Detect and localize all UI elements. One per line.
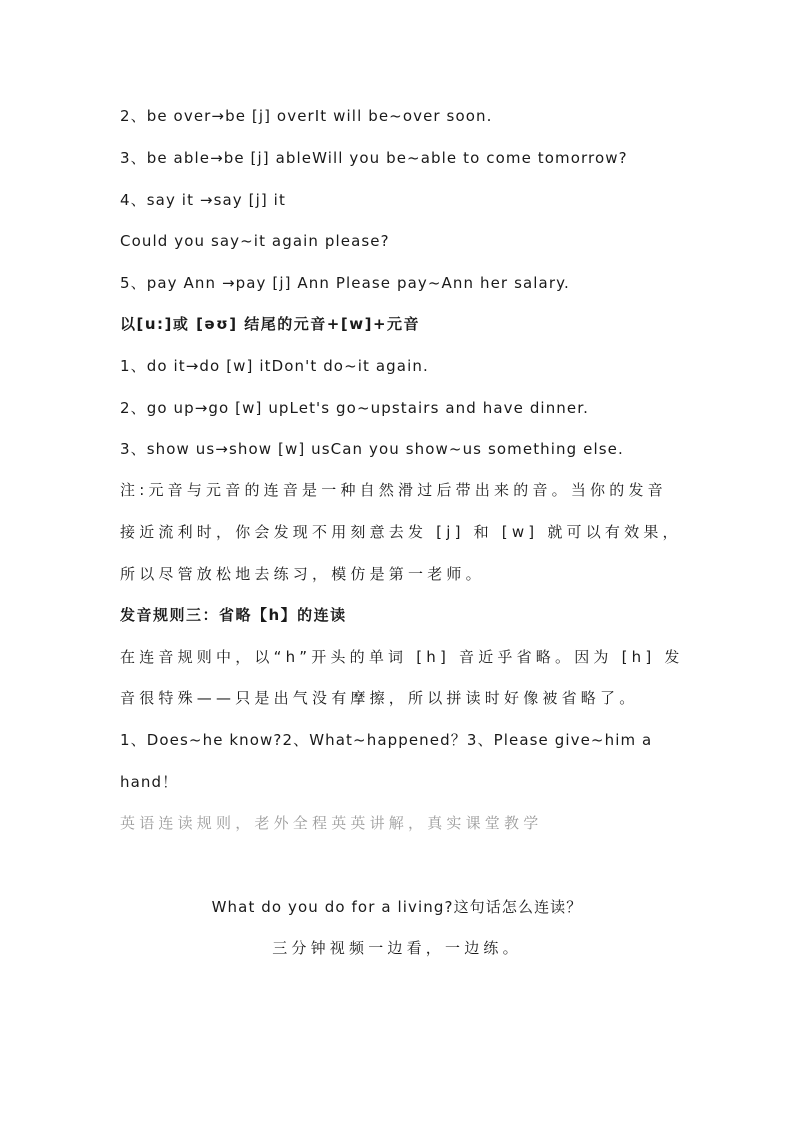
rule-paragraph-line-1: 在连音规则中，以“h”开头的单词 [h] 音近乎省略。因为 [h] 发 <box>120 648 684 666</box>
example-pay-ann: 5、pay Ann →pay [j] Ann Please pay~Ann her salary. <box>120 274 570 292</box>
example-go-up: 2、go up→go [w] upLet's go~upstairs and have dinner. <box>120 399 590 417</box>
example-show-us: 3、show us→show [w] usCan you show~us something else. <box>120 440 624 458</box>
note-line-1: 注:元音与元音的连音是一种自然滑过后带出来的音。当你的发音 <box>120 481 667 499</box>
example-say-it: 4、say it →say [j] it <box>120 191 286 209</box>
section-heading-rule-three: 发音规则三：省略【h】的连读 <box>120 606 347 624</box>
rule-paragraph-line-2: 音很特殊——只是出气没有摩擦，所以拼读时好像被省略了。 <box>120 689 639 707</box>
section-heading-w-linking: 以[u:]或 [əʊ] 结尾的元音+[w]+元音 <box>120 315 421 333</box>
centered-question: What do you do for a living?这句话怎么连读？ <box>211 898 583 916</box>
example-do-it: 1、do it→do [w] itDon't do~it again. <box>120 357 429 375</box>
note-line-2: 接近流利时，你会发现不用刻意去发 [j] 和 [w] 就可以有效果， <box>120 523 682 541</box>
centered-subcaption: 三分钟视频一边看，一边练。 <box>272 939 522 957</box>
video-course-caption: 英语连读规则，老外全程英英讲解，真实课堂教学 <box>120 814 543 832</box>
example-be-over: 2、be over→be [j] overIt will be~over soon. <box>120 107 493 125</box>
note-line-3: 所以尽管放松地去练习，模仿是第一老师。 <box>120 565 485 583</box>
example-be-able: 3、be able→be [j] ableWill you be~able to come tomorrow? <box>120 149 628 167</box>
h-omission-examples-cont: hand！ <box>120 773 179 791</box>
example-say-it-sentence: Could you say~it again please? <box>120 232 390 250</box>
h-omission-examples: 1、Does~he know?2、What~happened？3、Please give~him a <box>120 731 653 749</box>
